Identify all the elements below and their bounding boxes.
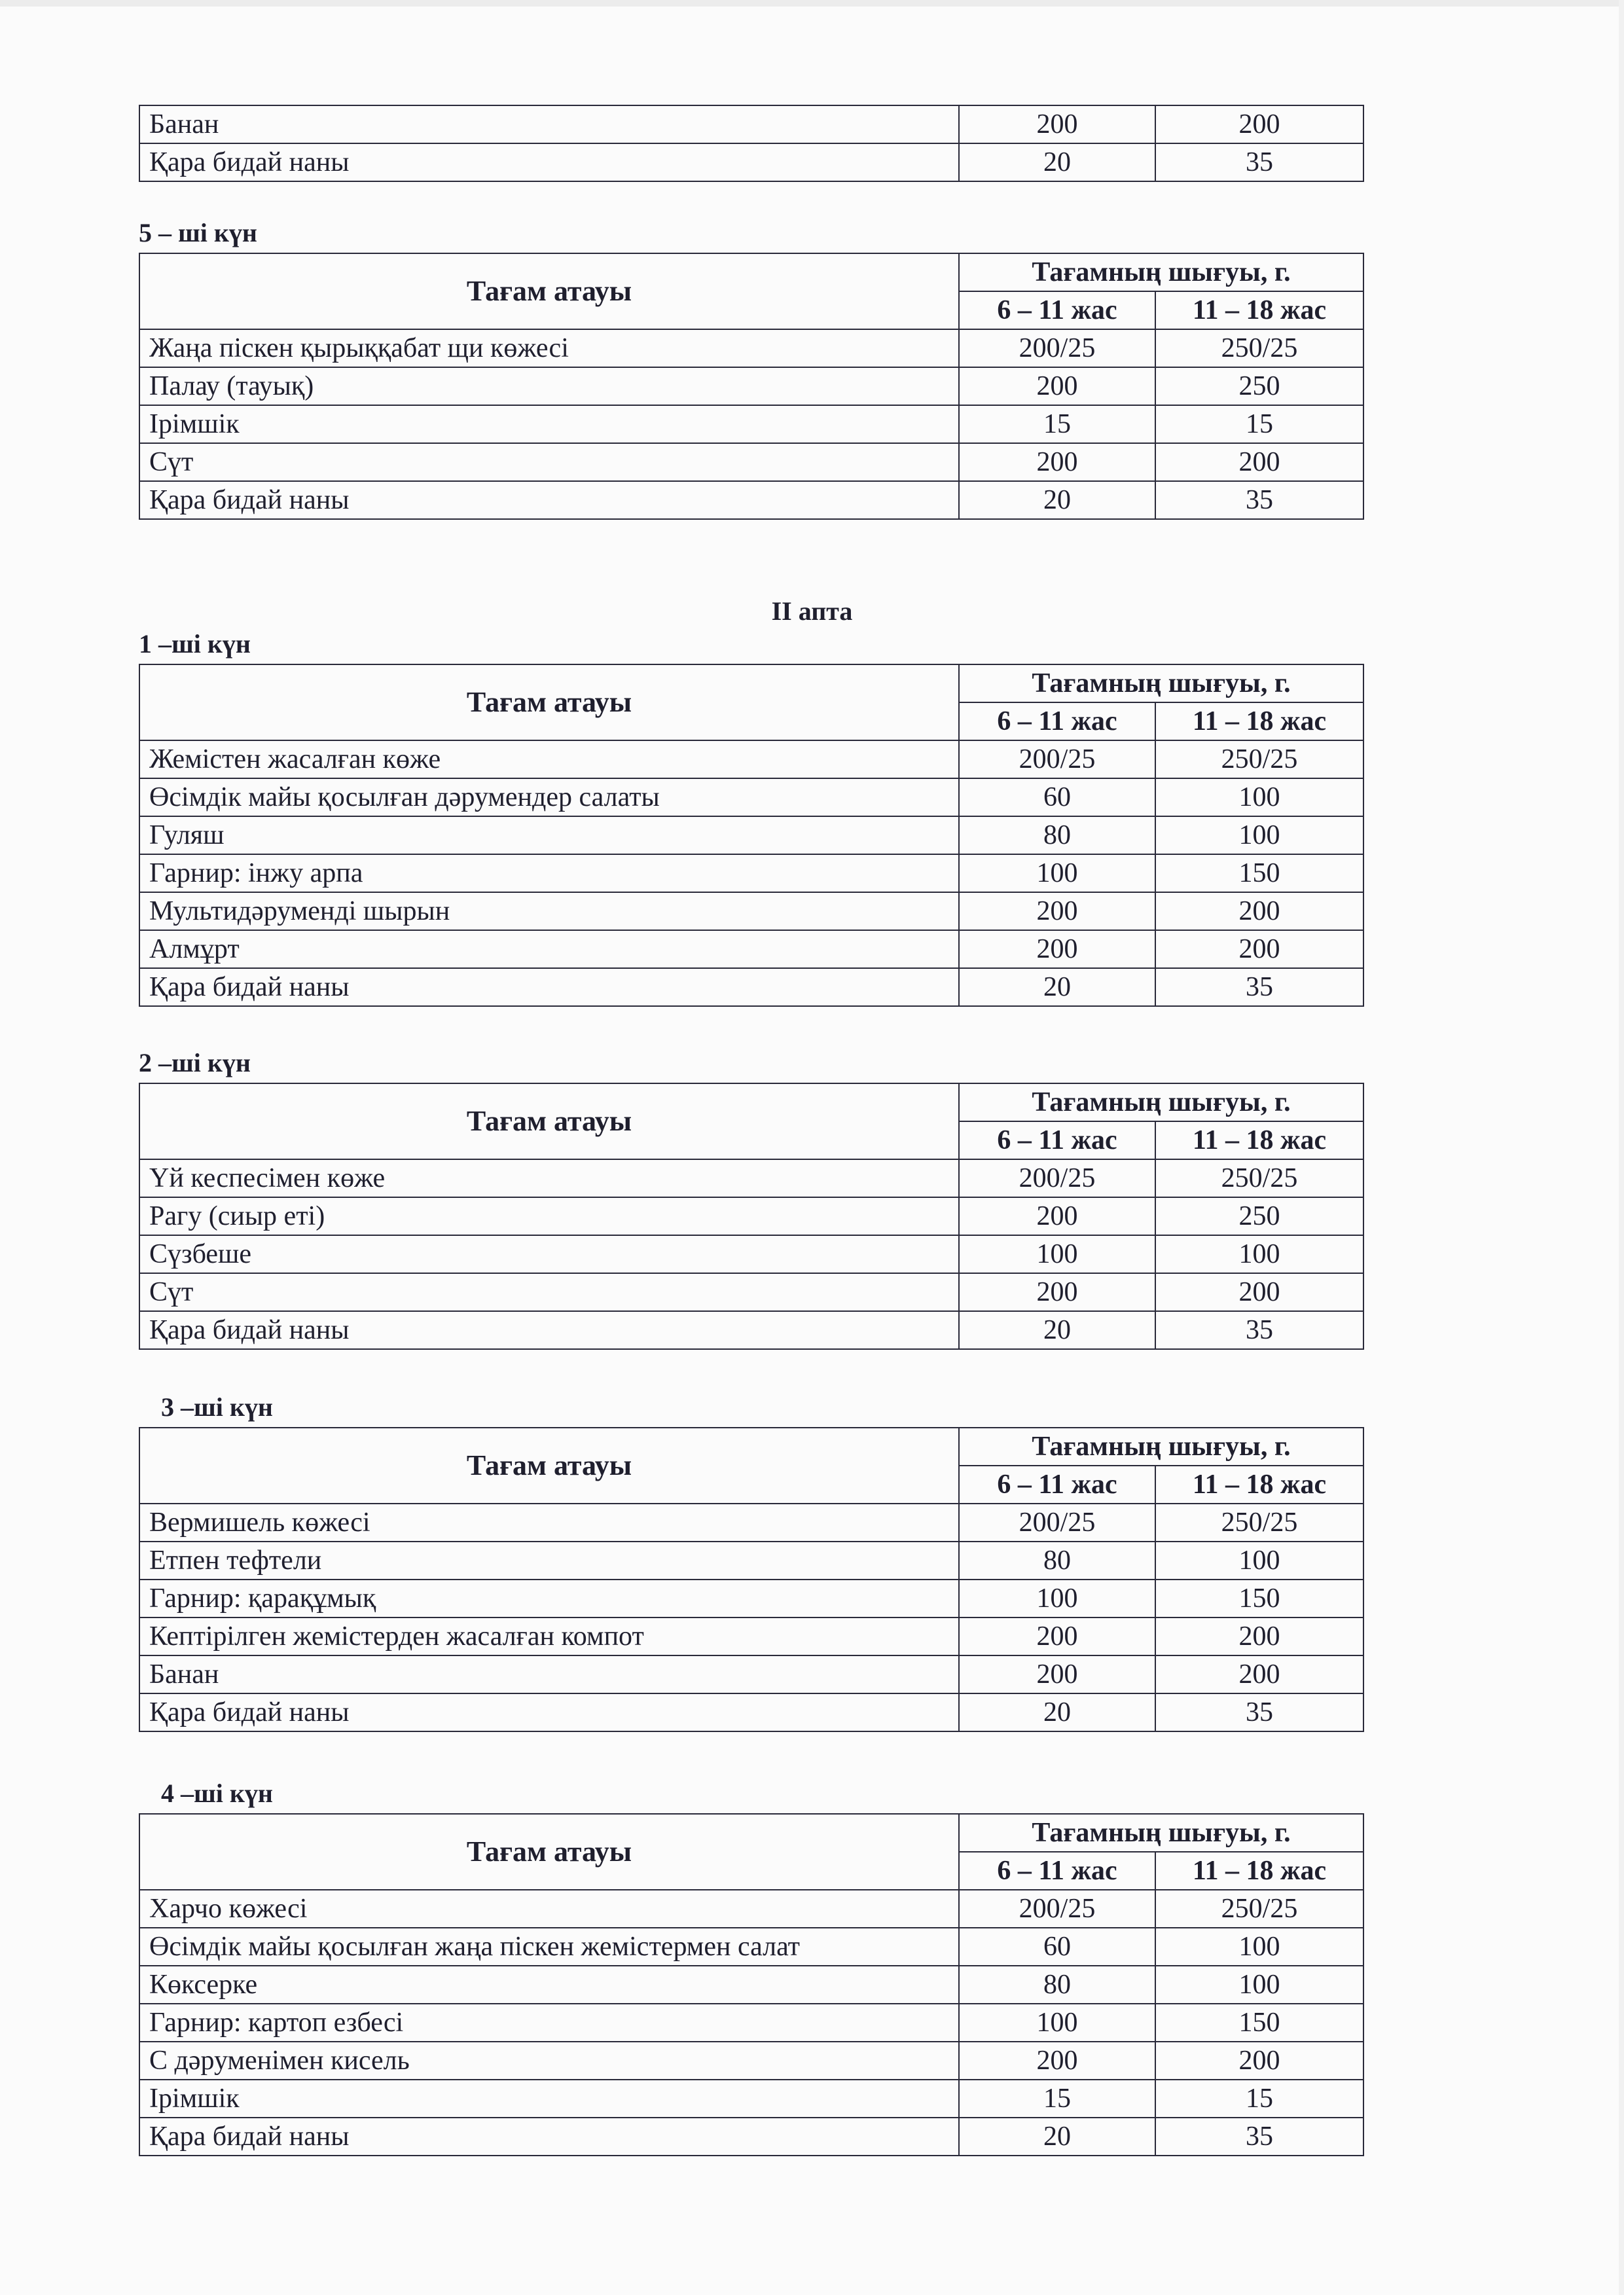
table-row	[139, 1617, 1363, 1655]
output-6-11-cell: 200	[959, 1617, 1155, 1655]
output-11-18-cell: 35	[1155, 1693, 1363, 1731]
header-age-6-11: 6 – 11 жас	[959, 291, 1155, 329]
dish-name-cell: Гарнир: картоп езбесі	[139, 2004, 959, 2042]
day-title: 2 –ші күн	[139, 1048, 251, 1077]
output-11-18-cell: 200	[1155, 2042, 1363, 2080]
menu-table	[139, 1083, 1364, 1350]
top-table-block	[139, 105, 1363, 182]
header-age-6-11: 6 – 11 жас	[959, 1466, 1155, 1504]
dish-name-cell: Қара бидай наны	[139, 481, 959, 519]
dish-name-cell: Қара бидай наны	[139, 1311, 959, 1349]
output-6-11-cell: 100	[959, 854, 1155, 892]
header-output: Тағамның шығуы, г.	[959, 1814, 1363, 1852]
output-6-11-cell: 100	[959, 1235, 1155, 1273]
header-dish-name: Тағам атауы	[139, 1814, 959, 1890]
output-6-11-cell: 200	[959, 892, 1155, 930]
output-11-18-cell: 15	[1155, 2080, 1363, 2118]
output-6-11-cell: 20	[959, 1693, 1155, 1731]
dish-name-cell: С дәруменімен кисель	[139, 2042, 959, 2080]
output-11-18-cell: 250/25	[1155, 1504, 1363, 1542]
dish-name-cell: Қара бидай наны	[139, 1693, 959, 1731]
table-row	[139, 2042, 1363, 2080]
output-6-11-cell: 80	[959, 1966, 1155, 2004]
output-11-18-cell: 200	[1155, 443, 1363, 481]
output-6-11-cell: 200	[959, 1197, 1155, 1235]
scan-edge-right	[1619, 0, 1624, 2295]
table-row	[139, 1504, 1363, 1542]
output-11-18-cell: 250	[1155, 1197, 1363, 1235]
menu-table	[139, 253, 1364, 520]
table-row	[139, 1311, 1363, 1349]
output-6-11-cell: 80	[959, 816, 1155, 854]
dish-name-cell: Банан	[139, 1655, 959, 1693]
output-6-11-cell: 20	[959, 1311, 1155, 1349]
output-6-11-cell: 200/25	[959, 740, 1155, 778]
dish-name-cell: Гарнир: інжу арпа	[139, 854, 959, 892]
dish-name-cell: Өсімдік майы қосылған дәрумендер салаты	[139, 778, 959, 816]
day-table-block	[139, 664, 1363, 1007]
output-11-18-cell: 100	[1155, 1928, 1363, 1966]
output-11-18-cell: 150	[1155, 1580, 1363, 1617]
menu-table	[139, 1427, 1364, 1732]
output-6-11-cell: 200/25	[959, 1890, 1155, 1928]
week-title: II апта	[771, 596, 853, 626]
output-6-11-cell: 100	[959, 2004, 1155, 2042]
table-row	[139, 1693, 1363, 1731]
table-row	[139, 854, 1363, 892]
output-6-11-cell: 200	[959, 105, 1155, 143]
output-11-18-cell: 100	[1155, 1235, 1363, 1273]
header-age-11-18: 11 – 18 жас	[1155, 1466, 1363, 1504]
header-output: Тағамның шығуы, г.	[959, 1083, 1363, 1121]
output-11-18-cell: 100	[1155, 1966, 1363, 2004]
output-11-18-cell: 200	[1155, 105, 1363, 143]
dish-name-cell: Рагу (сиыр еті)	[139, 1197, 959, 1235]
menu-table	[139, 1813, 1364, 2156]
table-row	[139, 2080, 1363, 2118]
output-6-11-cell: 60	[959, 1928, 1155, 1966]
output-11-18-cell: 250/25	[1155, 329, 1363, 367]
output-6-11-cell: 200	[959, 367, 1155, 405]
table-row	[139, 1235, 1363, 1273]
output-6-11-cell: 20	[959, 968, 1155, 1006]
output-6-11-cell: 20	[959, 2118, 1155, 2156]
output-6-11-cell: 200	[959, 443, 1155, 481]
output-6-11-cell: 100	[959, 1580, 1155, 1617]
output-6-11-cell: 200	[959, 1273, 1155, 1311]
table-row	[139, 443, 1363, 481]
output-11-18-cell: 15	[1155, 405, 1363, 443]
day-table-block	[139, 253, 1363, 520]
output-11-18-cell: 250	[1155, 367, 1363, 405]
output-11-18-cell: 100	[1155, 816, 1363, 854]
dish-name-cell: Алмұрт	[139, 930, 959, 968]
dish-name-cell: Вермишель көжесі	[139, 1504, 959, 1542]
day-table-block	[139, 1813, 1363, 2156]
table-row	[139, 1197, 1363, 1235]
table-row	[139, 892, 1363, 930]
table-row	[139, 143, 1363, 181]
dish-name-cell: Қара бидай наны	[139, 143, 959, 181]
day-title: 4 –ші күн	[161, 1779, 273, 1808]
day-table-block	[139, 1427, 1363, 1732]
table-row	[139, 778, 1363, 816]
table-row	[139, 1159, 1363, 1197]
output-6-11-cell: 200	[959, 1655, 1155, 1693]
header-output: Тағамның шығуы, г.	[959, 253, 1363, 291]
dish-name-cell: Сүт	[139, 1273, 959, 1311]
dish-name-cell: Мультидәруменді шырын	[139, 892, 959, 930]
table-row	[139, 329, 1363, 367]
output-11-18-cell: 200	[1155, 892, 1363, 930]
table-row	[139, 1890, 1363, 1928]
menu-table-continued	[139, 105, 1364, 182]
table-row	[139, 816, 1363, 854]
output-11-18-cell: 35	[1155, 2118, 1363, 2156]
header-dish-name: Тағам атауы	[139, 253, 959, 329]
output-6-11-cell: 200/25	[959, 1504, 1155, 1542]
table-row	[139, 1580, 1363, 1617]
output-11-18-cell: 200	[1155, 1655, 1363, 1693]
output-11-18-cell: 250/25	[1155, 740, 1363, 778]
day-title: 5 – ші күн	[139, 218, 257, 247]
dish-name-cell: Сүт	[139, 443, 959, 481]
dish-name-cell: Ірімшік	[139, 405, 959, 443]
output-11-18-cell: 35	[1155, 481, 1363, 519]
output-6-11-cell: 60	[959, 778, 1155, 816]
table-row	[139, 2118, 1363, 2156]
dish-name-cell: Харчо көжесі	[139, 1890, 959, 1928]
output-11-18-cell: 150	[1155, 854, 1363, 892]
dish-name-cell: Үй кеспесімен көже	[139, 1159, 959, 1197]
table-row	[139, 367, 1363, 405]
output-11-18-cell: 200	[1155, 930, 1363, 968]
header-age-11-18: 11 – 18 жас	[1155, 1121, 1363, 1159]
output-6-11-cell: 80	[959, 1542, 1155, 1580]
table-row	[139, 2004, 1363, 2042]
header-age-11-18: 11 – 18 жас	[1155, 702, 1363, 740]
day-table-block	[139, 1083, 1363, 1350]
scan-edge	[0, 0, 1624, 7]
table-row	[139, 930, 1363, 968]
table-row	[139, 1655, 1363, 1693]
output-11-18-cell: 200	[1155, 1617, 1363, 1655]
dish-name-cell: Көксерке	[139, 1966, 959, 2004]
day-title: 1 –ші күн	[139, 629, 251, 659]
dish-name-cell: Сүзбеше	[139, 1235, 959, 1273]
header-age-6-11: 6 – 11 жас	[959, 1852, 1155, 1890]
output-6-11-cell: 15	[959, 2080, 1155, 2118]
day-title: 3 –ші күн	[161, 1392, 273, 1422]
table-row	[139, 968, 1363, 1006]
output-11-18-cell: 250/25	[1155, 1890, 1363, 1928]
dish-name-cell: Ірімшік	[139, 2080, 959, 2118]
output-11-18-cell: 200	[1155, 1273, 1363, 1311]
output-6-11-cell: 200	[959, 930, 1155, 968]
header-output: Тағамның шығуы, г.	[959, 664, 1363, 702]
menu-table	[139, 664, 1364, 1007]
header-age-6-11: 6 – 11 жас	[959, 702, 1155, 740]
table-row	[139, 405, 1363, 443]
dish-name-cell: Гарнир: қарақұмық	[139, 1580, 959, 1617]
table-row	[139, 481, 1363, 519]
dish-name-cell: Қара бидай наны	[139, 968, 959, 1006]
output-6-11-cell: 20	[959, 481, 1155, 519]
header-age-11-18: 11 – 18 жас	[1155, 291, 1363, 329]
output-11-18-cell: 100	[1155, 1542, 1363, 1580]
output-6-11-cell: 200/25	[959, 329, 1155, 367]
dish-name-cell: Банан	[139, 105, 959, 143]
dish-name-cell: Өсімдік майы қосылған жаңа піскен жемістермен салат	[139, 1928, 959, 1966]
dish-name-cell: Жаңа піскен қырыққабат щи көжесі	[139, 329, 959, 367]
header-output: Тағамның шығуы, г.	[959, 1428, 1363, 1466]
dish-name-cell: Жемістен жасалған көже	[139, 740, 959, 778]
output-6-11-cell: 200/25	[959, 1159, 1155, 1197]
table-row	[139, 1966, 1363, 2004]
dish-name-cell: Гуляш	[139, 816, 959, 854]
output-6-11-cell: 200	[959, 2042, 1155, 2080]
table-row	[139, 1273, 1363, 1311]
output-11-18-cell: 35	[1155, 143, 1363, 181]
dish-name-cell: Қара бидай наны	[139, 2118, 959, 2156]
table-row	[139, 105, 1363, 143]
output-11-18-cell: 35	[1155, 968, 1363, 1006]
output-11-18-cell: 35	[1155, 1311, 1363, 1349]
output-11-18-cell: 100	[1155, 778, 1363, 816]
dish-name-cell: Етпен тефтели	[139, 1542, 959, 1580]
header-dish-name: Тағам атауы	[139, 1083, 959, 1159]
output-6-11-cell: 20	[959, 143, 1155, 181]
header-age-11-18: 11 – 18 жас	[1155, 1852, 1363, 1890]
table-row	[139, 740, 1363, 778]
table-row	[139, 1542, 1363, 1580]
output-11-18-cell: 150	[1155, 2004, 1363, 2042]
dish-name-cell: Кептірілген жемістерден жасалған компот	[139, 1617, 959, 1655]
output-11-18-cell: 250/25	[1155, 1159, 1363, 1197]
header-dish-name: Тағам атауы	[139, 664, 959, 740]
dish-name-cell: Палау (тауық)	[139, 367, 959, 405]
output-6-11-cell: 15	[959, 405, 1155, 443]
header-age-6-11: 6 – 11 жас	[959, 1121, 1155, 1159]
table-row	[139, 1928, 1363, 1966]
header-dish-name: Тағам атауы	[139, 1428, 959, 1504]
